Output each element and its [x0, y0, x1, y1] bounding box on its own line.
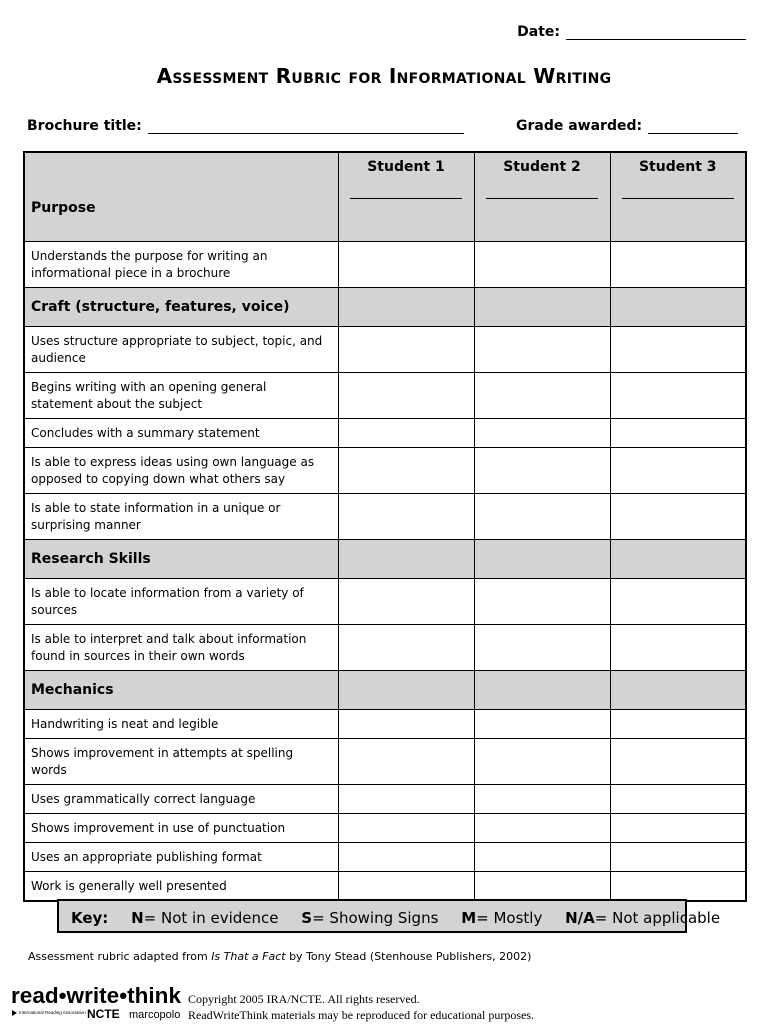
- student-1-label: Student 1: [367, 159, 445, 175]
- section-header-cell: [338, 288, 474, 327]
- criterion-text: Handwriting is neat and legible: [24, 710, 338, 739]
- section-header-cell: [338, 540, 474, 579]
- section-title: Research Skills: [24, 540, 338, 579]
- reproduction-line: ReadWriteThink materials may be reproduced for educational purposes.: [188, 1008, 535, 1022]
- rubric-header-row: [24, 152, 746, 242]
- student-3-score-cell[interactable]: [610, 625, 746, 671]
- section-header-cell: [610, 540, 746, 579]
- student-2-score-cell[interactable]: [474, 448, 610, 494]
- student-3-score-cell[interactable]: [610, 419, 746, 448]
- student-2-score-cell[interactable]: [474, 625, 610, 671]
- section-header-cell: [610, 671, 746, 710]
- criterion-row: [24, 579, 746, 625]
- criterion-row: [24, 710, 746, 739]
- student-1-score-cell[interactable]: [338, 872, 474, 902]
- copyright-notice: [188, 991, 534, 1023]
- student-2-score-cell[interactable]: [474, 843, 610, 872]
- date-label: Date:: [517, 24, 560, 40]
- student-1-score-cell[interactable]: [338, 710, 474, 739]
- criterion-row: [24, 419, 746, 448]
- student-3-score-cell[interactable]: [610, 739, 746, 785]
- student-1-score-cell[interactable]: [338, 242, 474, 288]
- student-2-heading: [474, 152, 610, 242]
- student-1-score-cell[interactable]: [338, 419, 474, 448]
- student-2-score-cell[interactable]: [474, 494, 610, 540]
- brochure-title-blank-line[interactable]: [148, 119, 464, 134]
- key-text-m: = Mostly: [476, 909, 543, 927]
- logo-ira-text: International Reading Association: [19, 1010, 86, 1015]
- logo-wordmark: read•write•think: [11, 983, 182, 1008]
- criterion-text: Is able to state information in a unique or surprising manner: [24, 494, 338, 540]
- criterion-row: [24, 872, 746, 902]
- grade-awarded-field: [516, 118, 738, 134]
- student-3-name-line[interactable]: [622, 198, 734, 199]
- key-text-n: = Not in evidence: [143, 909, 279, 927]
- readwritethink-logo: [11, 981, 183, 1021]
- key-label: Key:: [71, 909, 109, 927]
- grade-awarded-label: Grade awarded:: [516, 118, 643, 134]
- brochure-title-label: Brochure title:: [27, 118, 142, 134]
- student-2-score-cell[interactable]: [474, 814, 610, 843]
- section-header-cell: [474, 288, 610, 327]
- student-3-label: Student 3: [638, 159, 717, 175]
- student-1-score-cell[interactable]: [338, 814, 474, 843]
- student-2-score-cell[interactable]: [474, 327, 610, 373]
- purpose-heading: Purpose: [24, 152, 338, 242]
- criterion-row: [24, 242, 746, 288]
- logo-ncte-text: NCTE: [87, 1007, 120, 1021]
- ira-mark-icon: [12, 1010, 17, 1016]
- criterion-text: Uses grammatically correct language: [24, 785, 338, 814]
- criterion-text: Is able to locate information from a variety of sources: [24, 579, 338, 625]
- section-header-cell: [474, 540, 610, 579]
- criterion-text: Uses structure appropriate to subject, topic, and audience: [24, 327, 338, 373]
- student-3-score-cell[interactable]: [610, 785, 746, 814]
- source-credit: [28, 950, 531, 963]
- student-3-score-cell[interactable]: [610, 494, 746, 540]
- key-legend: [57, 899, 721, 933]
- student-2-name-line[interactable]: [486, 198, 598, 199]
- student-2-score-cell[interactable]: [474, 419, 610, 448]
- student-1-score-cell[interactable]: [338, 843, 474, 872]
- brochure-title-field: [27, 118, 464, 134]
- key-code-na: N/A: [565, 909, 595, 927]
- section-header-cell: [610, 288, 746, 327]
- grade-awarded-blank-line[interactable]: [648, 119, 738, 134]
- date-blank-line[interactable]: [566, 25, 746, 40]
- student-1-score-cell[interactable]: [338, 625, 474, 671]
- student-1-score-cell[interactable]: [338, 448, 474, 494]
- section-header-cell: [474, 671, 610, 710]
- section-title: Craft (structure, features, voice): [24, 288, 338, 327]
- section-header-row: [24, 671, 746, 710]
- student-3-score-cell[interactable]: [610, 373, 746, 419]
- student-3-score-cell[interactable]: [610, 242, 746, 288]
- key-code-s: S: [301, 909, 313, 927]
- student-3-score-cell[interactable]: [610, 710, 746, 739]
- key-text-s: = Showing Signs: [312, 909, 439, 927]
- criterion-row: [24, 373, 746, 419]
- credit-book-title: Is That a Fact: [211, 950, 286, 963]
- key-text-na: = Not applicable: [594, 909, 721, 927]
- key-code-m: M: [461, 909, 477, 927]
- criterion-row: [24, 625, 746, 671]
- student-3-heading: [610, 152, 746, 242]
- student-1-score-cell[interactable]: [338, 739, 474, 785]
- student-1-score-cell[interactable]: [338, 373, 474, 419]
- criterion-text: Understands the purpose for writing an informational piece in a brochure: [24, 242, 338, 288]
- criterion-text: Uses an appropriate publishing format: [24, 843, 338, 872]
- student-2-label: Student 2: [503, 159, 581, 175]
- student-3-score-cell[interactable]: [610, 872, 746, 902]
- student-2-score-cell[interactable]: [474, 710, 610, 739]
- section-header-row: [24, 288, 746, 327]
- criterion-row: [24, 327, 746, 373]
- criterion-text: Shows improvement in use of punctuation: [24, 814, 338, 843]
- student-1-score-cell[interactable]: [338, 327, 474, 373]
- criterion-text: Work is generally well presented: [24, 872, 338, 902]
- key-code-n: N: [131, 909, 144, 927]
- student-1-score-cell[interactable]: [338, 579, 474, 625]
- rubric-table: [23, 151, 747, 902]
- criterion-text: Is able to interpret and talk about information found in sources in their own words: [24, 625, 338, 671]
- criterion-text: Is able to express ideas using own language as opposed to copying down what others say: [24, 448, 338, 494]
- criterion-row: [24, 785, 746, 814]
- logo-marcopolo-text: marcopolo: [129, 1009, 181, 1021]
- credit-prefix: Assessment rubric adapted from: [28, 950, 212, 963]
- criterion-row: [24, 448, 746, 494]
- student-2-score-cell[interactable]: [474, 785, 610, 814]
- student-3-score-cell[interactable]: [610, 843, 746, 872]
- section-header-cell: [338, 671, 474, 710]
- copyright-line: Copyright 2005 IRA/NCTE. All rights reserved.: [188, 992, 420, 1006]
- criterion-text: Shows improvement in attempts at spelling words: [24, 739, 338, 785]
- student-3-score-cell[interactable]: [610, 579, 746, 625]
- criterion-row: [24, 814, 746, 843]
- criterion-row: [24, 843, 746, 872]
- student-3-score-cell[interactable]: [610, 814, 746, 843]
- date-field: [517, 24, 746, 40]
- student-2-score-cell[interactable]: [474, 373, 610, 419]
- student-2-score-cell[interactable]: [474, 872, 610, 902]
- student-3-score-cell[interactable]: [610, 327, 746, 373]
- student-1-score-cell[interactable]: [338, 785, 474, 814]
- criterion-text: Begins writing with an opening general statement about the subject: [24, 373, 338, 419]
- credit-suffix: by Tony Stead (Stenhouse Publishers, 2002): [285, 950, 532, 963]
- student-2-score-cell[interactable]: [474, 579, 610, 625]
- student-1-score-cell[interactable]: [338, 494, 474, 540]
- student-1-heading: [338, 152, 474, 242]
- criterion-text: Concludes with a summary statement: [24, 419, 338, 448]
- student-3-score-cell[interactable]: [610, 448, 746, 494]
- section-header-row: [24, 540, 746, 579]
- page-title: Assessment Rubric for Informational Writing: [156, 64, 612, 88]
- section-title: Mechanics: [24, 671, 338, 710]
- student-1-name-line[interactable]: [350, 198, 462, 199]
- student-2-score-cell[interactable]: [474, 739, 610, 785]
- criterion-row: [24, 494, 746, 540]
- criterion-row: [24, 739, 746, 785]
- student-2-score-cell[interactable]: [474, 242, 610, 288]
